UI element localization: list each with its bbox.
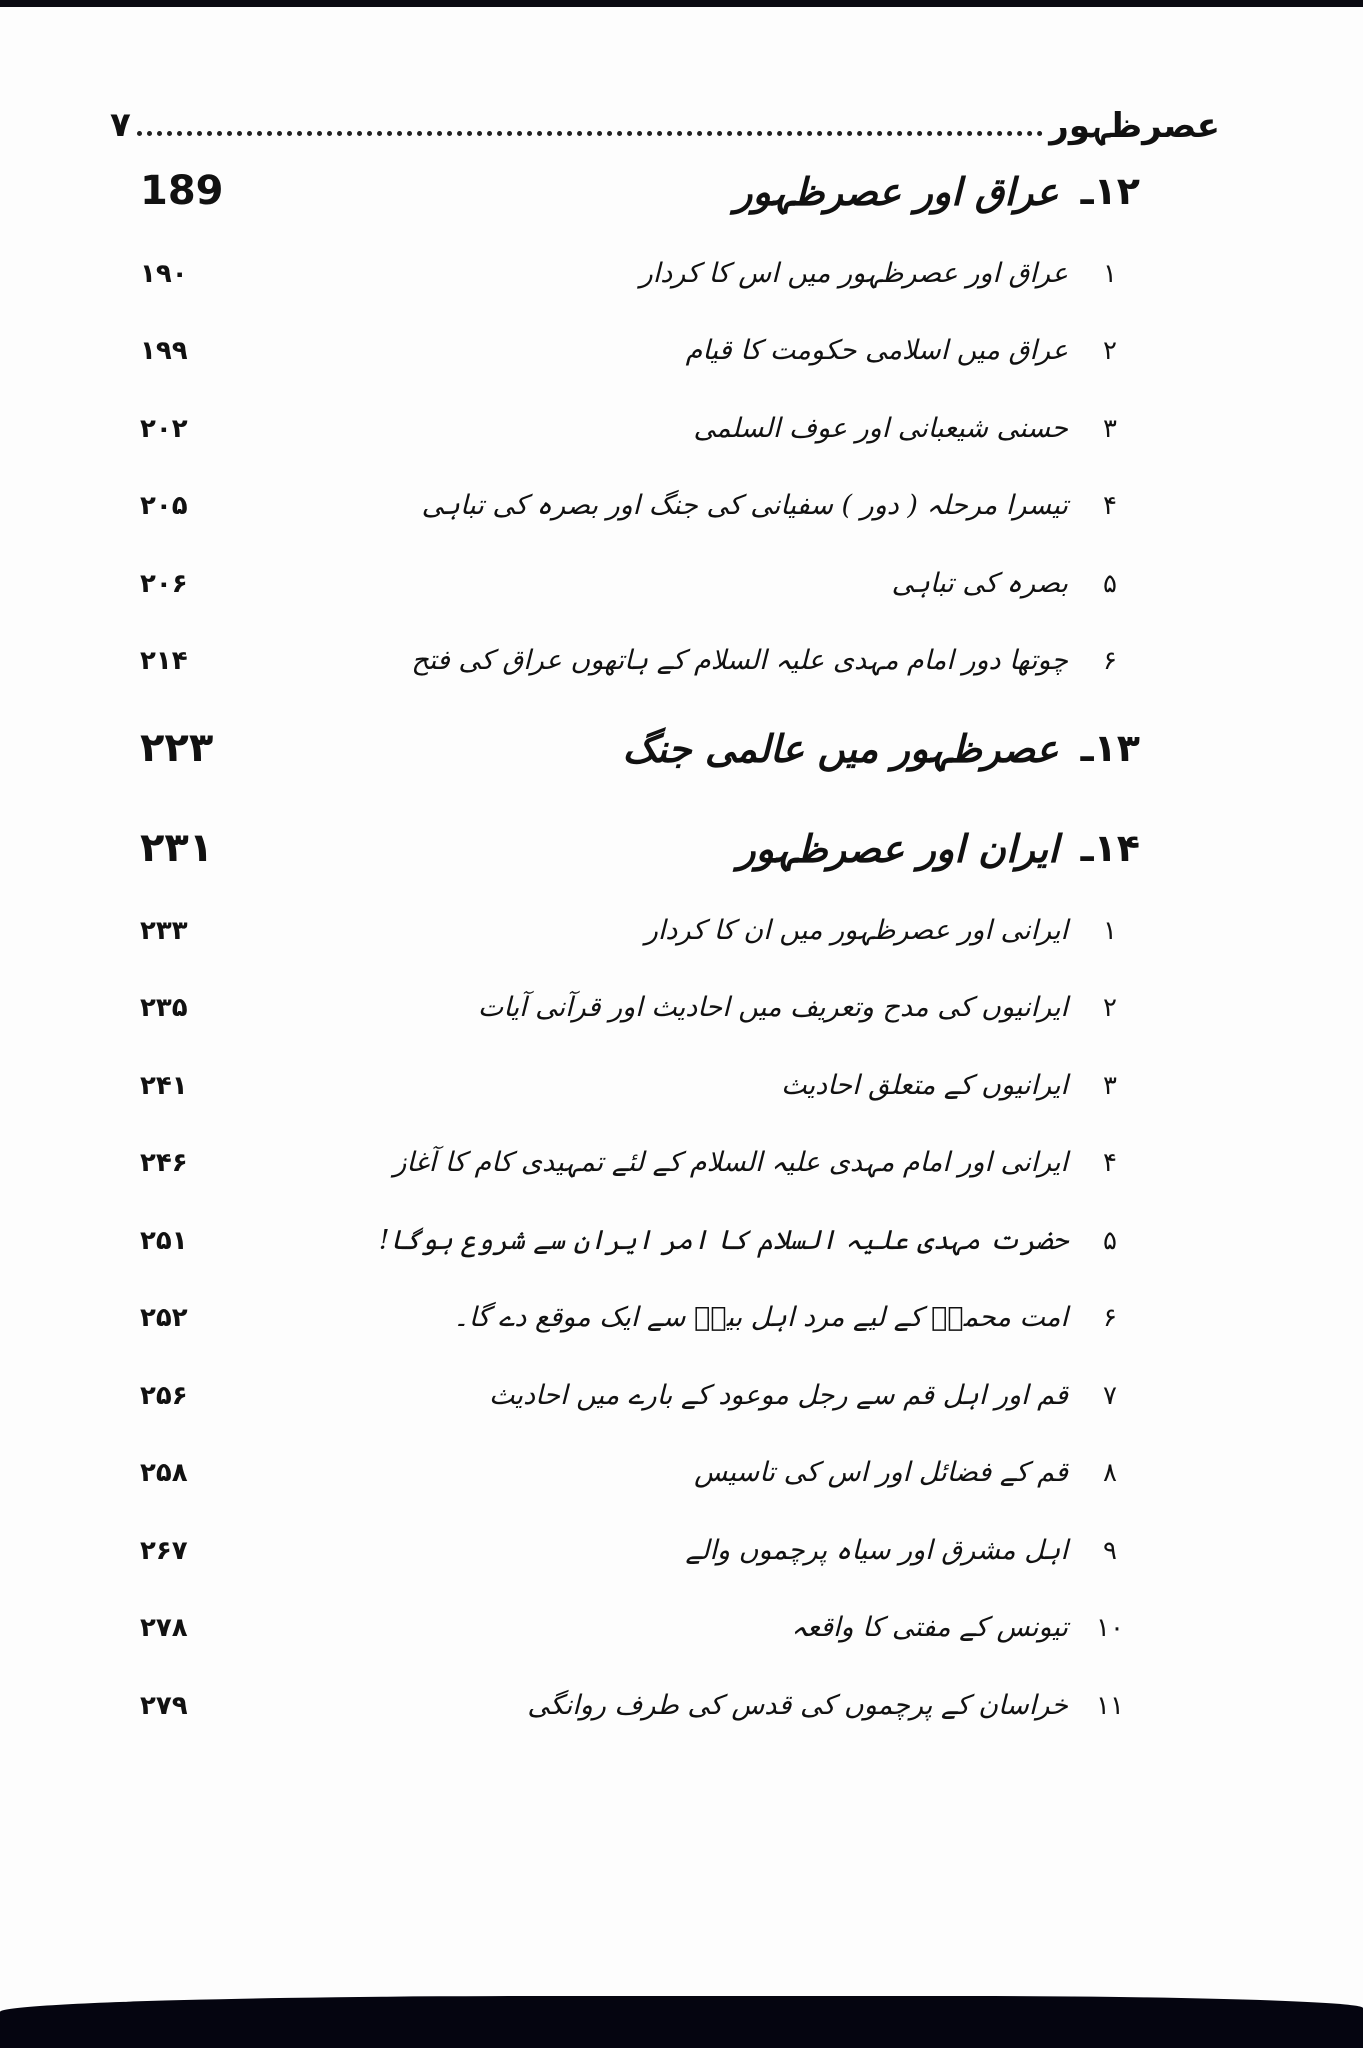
- entry-title: حسنی شیعبانی اور عوف السلمی: [693, 413, 1068, 444]
- toc-entry: [140, 1225, 1140, 1256]
- entry-page: ۲۱۴: [140, 645, 188, 676]
- entry-title: ایرانی اور امام مہدی علیہ السلام کے لئے تمہیدی کام کا آغاز: [393, 1147, 1068, 1178]
- entry-title: ایرانیوں کے متعلق احادیث: [781, 1070, 1068, 1101]
- entry-page: ۲۵۲: [140, 1302, 188, 1333]
- entry-title: امت محمدؐ کے لیے مرد اہل بیتؑ سے ایک موقع دے گا۔: [453, 1302, 1068, 1333]
- entry-page: ۲۵۸: [140, 1457, 188, 1488]
- entry-number: ۶: [1103, 1302, 1117, 1333]
- entry-page: ۲۴۱: [140, 1070, 188, 1101]
- entry-title: ایرانیوں کی مدح وتعریف میں احادیث اور قرآنی آیات: [477, 992, 1068, 1023]
- entry-number: ۳: [1103, 413, 1117, 444]
- entry-number: ۷: [1103, 1380, 1117, 1411]
- entry-number: ۹: [1103, 1535, 1117, 1566]
- entry-page: ۲۷۸: [140, 1612, 188, 1643]
- chapter-page: ۲۳۱: [140, 825, 214, 871]
- entry-page: ۲۴۶: [140, 1147, 188, 1178]
- toc-entry: [140, 1612, 1140, 1643]
- entry-number: ۱۱: [1096, 1690, 1124, 1721]
- chapter-title: عصرظہور میں عالمی جنگ: [622, 725, 1059, 771]
- toc-entry: [140, 335, 1140, 366]
- entry-number: ۸: [1103, 1457, 1117, 1488]
- entry-number: ۱: [1103, 258, 1117, 289]
- scan-top-edge: [0, 0, 1363, 7]
- toc-entry: [140, 1690, 1140, 1721]
- entry-number: ۴: [1103, 490, 1117, 521]
- entry-number: ۱۰: [1096, 1612, 1124, 1643]
- entry-page: ۲۵۶: [140, 1380, 188, 1411]
- entry-title: تیسرا مرحلہ ( دور ) سفیانی کی جنگ اور بصرہ کی تباہی: [421, 490, 1068, 521]
- entry-title: حضرت مہدی علیہ السلام کا امر ایران سے شروع ہوگا!: [378, 1225, 1068, 1256]
- entry-number: ۳: [1103, 1070, 1117, 1101]
- toc-entry: [140, 645, 1140, 676]
- toc-entry: [140, 413, 1140, 444]
- entry-title: عراق میں اسلامی حکومت کا قیام: [685, 335, 1068, 366]
- toc-entry: [140, 1380, 1140, 1411]
- entry-title: عراق اور عصرظہور میں اس کا کردار: [639, 258, 1068, 289]
- chapter-page: ۲۲۳: [140, 725, 214, 771]
- chapter-number: ۱۲ـ: [1080, 169, 1140, 213]
- entry-number: ۲: [1103, 335, 1117, 366]
- entry-page: ۲۰۵: [140, 490, 188, 521]
- entry-page: ۲۰۶: [140, 568, 188, 599]
- toc-entry: [140, 1070, 1140, 1101]
- chapter-page: 189: [140, 168, 224, 214]
- entry-title: چوتھا دور امام مہدی علیہ السلام کے ہاتھوں عراق کی فتح: [411, 645, 1068, 676]
- toc-entry: [140, 1535, 1140, 1566]
- entry-number: ۵: [1103, 568, 1117, 599]
- toc-entry: [140, 1147, 1140, 1178]
- entry-title: قم اور اہل قم سے رجل موعود کے بارے میں احادیث: [489, 1380, 1068, 1411]
- chapter-heading: [140, 825, 1140, 871]
- entry-page: ۱۹۰: [140, 258, 188, 289]
- toc-entry: [140, 915, 1140, 946]
- entry-title: اہل مشرق اور سیاہ پرچموں والے: [685, 1535, 1068, 1566]
- chapter-title: ایران اور عصرظہور: [737, 825, 1059, 871]
- entry-page: ۱۹۹: [140, 335, 188, 366]
- entry-page: ۲۳۳: [140, 915, 188, 946]
- book-title: عصرظہور: [1049, 105, 1220, 146]
- entry-number: ۵: [1103, 1225, 1117, 1256]
- toc-entry: [140, 1457, 1140, 1488]
- scan-bottom-edge: [0, 1996, 1363, 2048]
- entry-page: ۲۰۲: [140, 413, 188, 444]
- running-header: [110, 100, 1220, 150]
- entry-title: خراسان کے پرچموں کی قدس کی طرف روانگی: [527, 1690, 1068, 1721]
- entry-page: ۲۶۷: [140, 1535, 188, 1566]
- entry-number: ۶: [1103, 645, 1117, 676]
- chapter-heading: [140, 725, 1140, 771]
- entry-title: بصرہ کی تباہی: [891, 568, 1068, 599]
- toc-entry: [140, 490, 1140, 521]
- entry-page: ۲۵۱: [140, 1225, 188, 1256]
- entry-title: قم کے فضائل اور اس کی تاسیس: [694, 1457, 1068, 1488]
- entry-number: ۱: [1103, 915, 1117, 946]
- chapter-title: عراق اور عصرظہور: [734, 168, 1059, 214]
- entry-title: تیونس کے مفتی کا واقعہ: [791, 1612, 1068, 1643]
- toc-entry: [140, 992, 1140, 1023]
- entry-title: ایرانی اور عصرظہور میں ان کا کردار: [644, 915, 1068, 946]
- entry-page: ۲۳۵: [140, 992, 188, 1023]
- entry-page: ۲۷۹: [140, 1690, 188, 1721]
- toc-entry: [140, 258, 1140, 289]
- chapter-number: ۱۳ـ: [1080, 726, 1140, 770]
- entry-number: ۲: [1103, 992, 1117, 1023]
- chapter-heading: [140, 168, 1140, 214]
- dot-leader: [137, 115, 1044, 136]
- header-page-number: ۷: [110, 105, 131, 145]
- chapter-number: ۱۴ـ: [1080, 826, 1140, 870]
- toc-entry: [140, 1302, 1140, 1333]
- toc-entry: [140, 568, 1140, 599]
- entry-number: ۴: [1103, 1147, 1117, 1178]
